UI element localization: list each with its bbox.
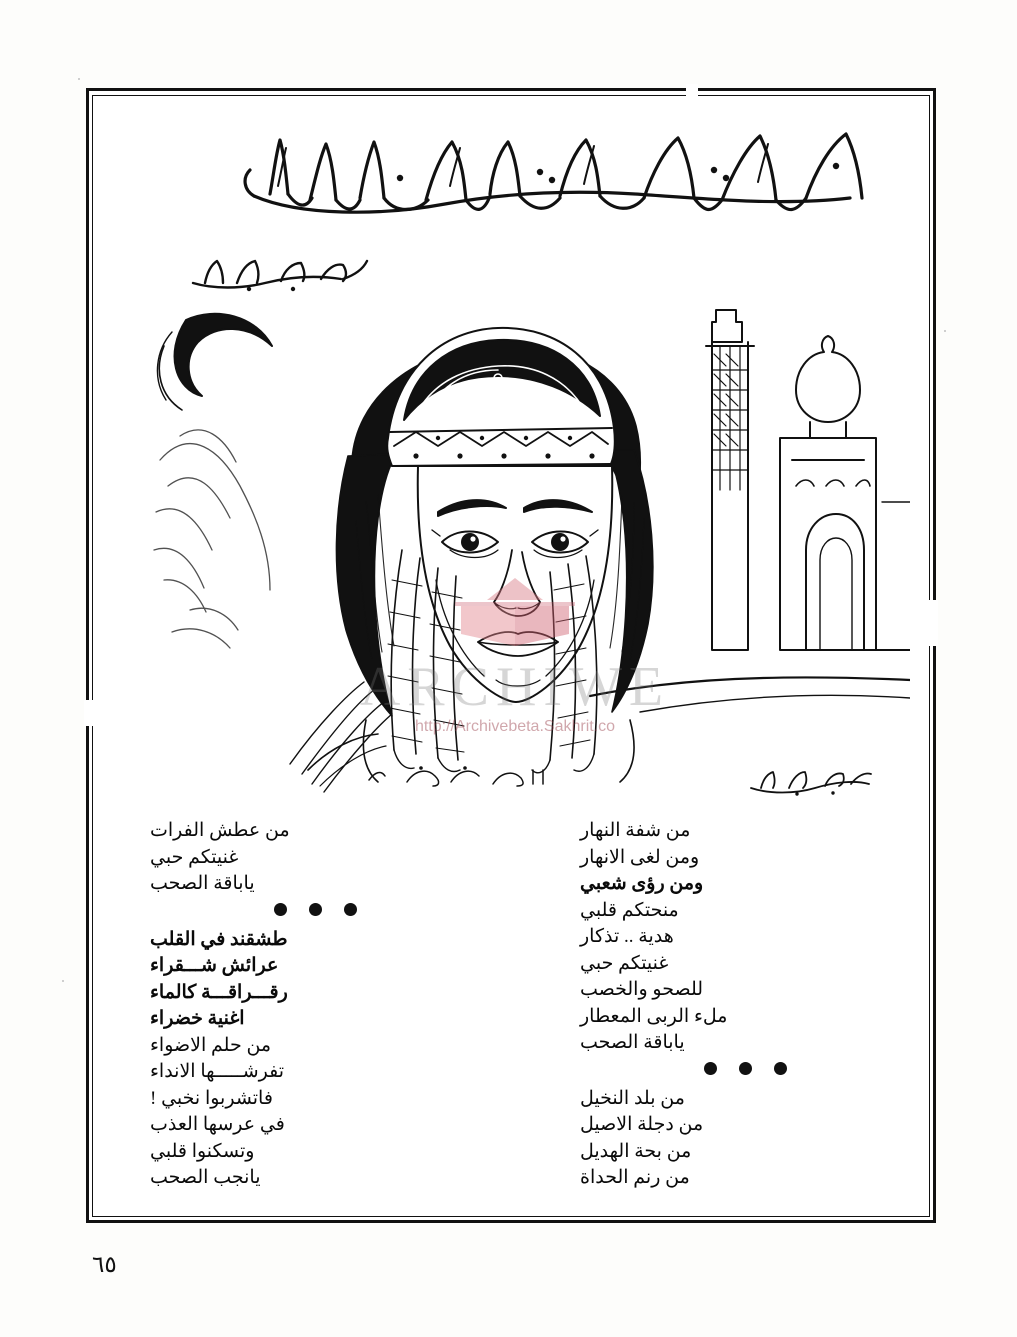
separator-dot — [739, 1062, 752, 1075]
embroidered-cap — [387, 328, 615, 466]
poem-body — [120, 818, 910, 1218]
separator-dot — [274, 903, 287, 916]
verse-line: ومن لغى الانهار — [580, 846, 700, 868]
separator-dot — [704, 1062, 717, 1075]
verse-line: منحتكم قلبي — [580, 899, 679, 921]
verse-line: تفرشـــــها الانداء — [150, 1061, 285, 1082]
verse-line: من شفة النهار — [580, 820, 691, 841]
verse-line: في عرسها العذب — [150, 1114, 285, 1135]
separator-dot — [774, 1062, 787, 1075]
verse-line: ملء الربى المعطار — [580, 1005, 728, 1027]
watermark-url: http://Archivebeta.Sakhrit.co — [414, 718, 616, 735]
scan-speckle — [944, 330, 946, 332]
verse-line: من دجلة الاصيل — [580, 1114, 704, 1135]
verse-line: يانجب الصحب — [150, 1167, 261, 1188]
page-number: ٦٥ — [92, 1252, 117, 1277]
verse-line: غنيتكم حبي — [150, 846, 239, 868]
verse-line: هدية .. تذكار — [580, 926, 674, 947]
scan-speckle — [62, 980, 64, 982]
verse-line: ياباقة الصحب — [150, 873, 255, 894]
verse-line: اغنية خضراء — [150, 1008, 245, 1029]
stanza-separator — [150, 898, 480, 927]
poem-column-left — [150, 818, 480, 1192]
verse-line: من عطش الفرات — [150, 820, 290, 841]
verse-line: للصحو والخصب — [580, 979, 704, 1000]
scan-speckle — [78, 78, 80, 80]
verse-line: عرائش شـــقراء — [150, 955, 279, 976]
verse-line: من رنم الحداة — [580, 1167, 690, 1188]
sketch-annotation — [355, 762, 585, 790]
verse-line: فاتشربوا نخبي ! — [150, 1087, 273, 1109]
verse-line: طشقند في القلب — [150, 928, 288, 950]
verse-line: غنيتكم حبي — [580, 952, 669, 974]
separator-dot — [309, 903, 322, 916]
frame-notch-right — [928, 600, 938, 646]
frame-notch-top-right — [686, 84, 698, 96]
crescent-moon-icon — [157, 314, 272, 410]
verse-line: ياباقة الصحب — [580, 1032, 685, 1053]
poem-column-right — [580, 818, 910, 1192]
article-title-calligraphy — [240, 120, 900, 230]
watermark-brand: ARCHIWE — [359, 656, 671, 718]
verse-line: من حلم الاضواء — [150, 1034, 272, 1056]
background-hatching-left — [154, 430, 270, 648]
verse-line: وتسكنوا قلبي — [150, 1140, 255, 1162]
portrait-illustration — [120, 250, 910, 810]
artist-signature — [745, 768, 875, 798]
verse-line: ومن رؤى شعبي — [580, 873, 704, 894]
verse-line: من بلد النخيل — [580, 1087, 685, 1109]
stanza-separator — [580, 1057, 910, 1086]
verse-line: من بحة الهديل — [580, 1140, 692, 1162]
verse-line: رقـــراقـــة كالماء — [150, 981, 288, 1003]
separator-dot — [344, 903, 357, 916]
frame-notch-left — [84, 700, 94, 726]
